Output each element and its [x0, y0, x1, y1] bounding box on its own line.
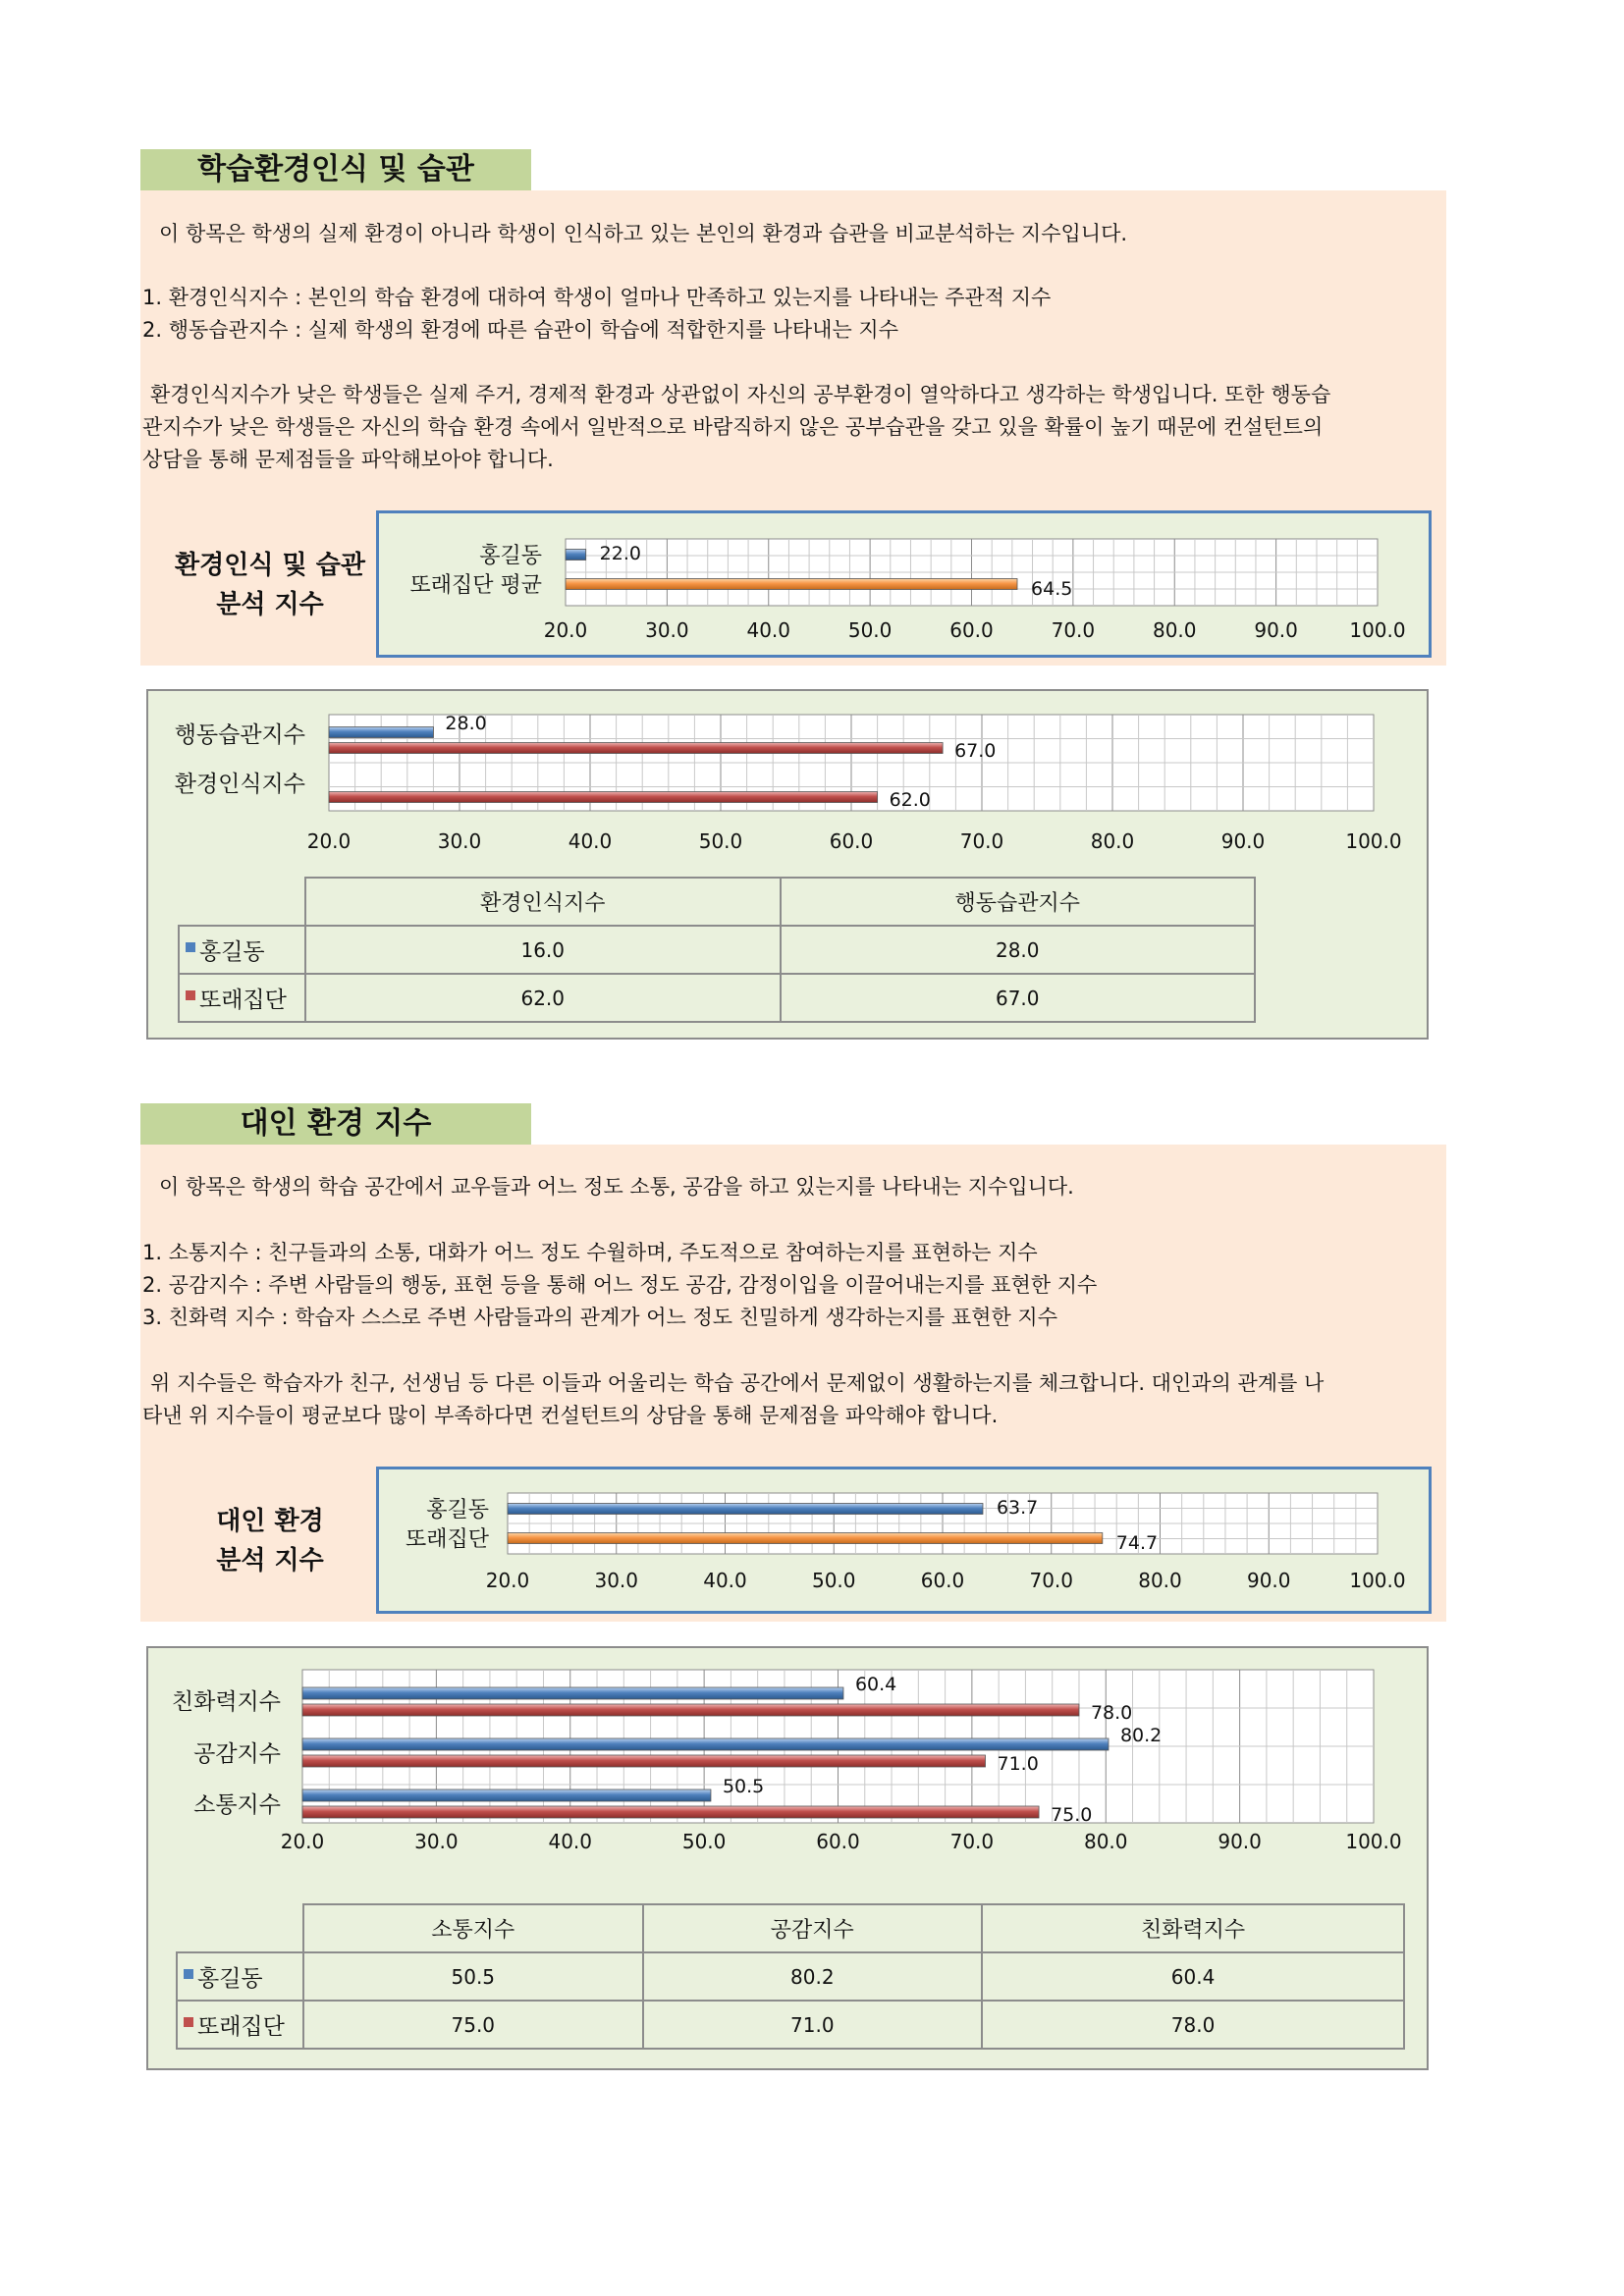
- table-header: 행동습관지수: [781, 878, 1256, 926]
- chart4-tick-label: 30.0: [414, 1830, 459, 1853]
- chart2-box: [146, 689, 1429, 1040]
- table-header: 친화력지수: [982, 1904, 1404, 1952]
- chart2-category-label: 환경인식지수: [174, 772, 305, 797]
- table-row: [179, 926, 1255, 974]
- table-cell: 80.2: [643, 1952, 983, 2001]
- chart3-tick-label: 20.0: [485, 1569, 530, 1592]
- chart4-tick-label: 60.0: [816, 1830, 860, 1853]
- table-row: [177, 2001, 1404, 2049]
- table-cell: 62.0: [305, 974, 781, 1022]
- chart1-tick-label: 80.0: [1152, 618, 1197, 642]
- chart2-category-label: 행동습관지수: [174, 722, 305, 748]
- table-row: [179, 974, 1255, 1022]
- chart3-tick-label: 50.0: [811, 1569, 856, 1592]
- table-cell: 78.0: [982, 2001, 1404, 2049]
- chart2: [148, 691, 1431, 887]
- section2-intro: 이 항목은 학생의 학습 공간에서 교우들과 어느 정도 소통, 공감을 하고 있는지를 나타내는 지수입니다.: [159, 1175, 1074, 1199]
- section1-item-2: 2. 행동습관지수 : 실제 학생의 환경에 따른 습관이 학습에 적합한지를 나타내는 지수: [142, 318, 898, 342]
- chart2-bar: [329, 792, 878, 803]
- chart4-category-label: 소통지수: [193, 1792, 281, 1818]
- chart3-data-label: 63.7: [996, 1497, 1039, 1519]
- chart3-box: [376, 1467, 1432, 1614]
- legend-swatch-blue: [186, 942, 195, 952]
- chart2-tick-label: 20.0: [306, 829, 352, 853]
- chart3-category-label: 또래집단: [405, 1527, 489, 1552]
- table-header: 소통지수: [303, 1904, 643, 1952]
- chart4-box: [146, 1646, 1429, 2070]
- chart4-data-label: 80.2: [1119, 1725, 1163, 1746]
- chart4-bar: [302, 1806, 1039, 1818]
- chart4-data-label: 71.0: [997, 1753, 1039, 1775]
- section1-closing-1: 환경인식지수가 낮은 학생들은 실제 주거, 경제적 환경과 상관없이 자신의 공부환경이 열악하다고 생각하는 학생입니다. 또한 행동습: [150, 383, 1331, 406]
- chart2-data-label: 62.0: [889, 789, 931, 811]
- chart2-data-table: [178, 877, 1256, 1023]
- chart4-bar: [302, 1704, 1079, 1716]
- chart4-tick-label: 40.0: [548, 1830, 593, 1853]
- table-cell: 67.0: [781, 974, 1256, 1022]
- section2-title: 대인 환경 지수: [140, 1103, 531, 1145]
- chart3-tick-label: 80.0: [1138, 1569, 1182, 1592]
- section2-item-1: 1. 소통지수 : 친구들과의 소통, 대화가 어느 정도 수월하며, 주도적으로 참여하는지를 표현하는 지수: [142, 1241, 1038, 1264]
- chart4-tick-label: 50.0: [681, 1830, 727, 1853]
- chart1-tick-label: 30.0: [645, 618, 689, 642]
- chart2-tick-label: 60.0: [829, 829, 874, 853]
- chart3: [379, 1469, 1435, 1617]
- chart2-tick-label: 70.0: [959, 829, 1004, 853]
- table-cell: 71.0: [643, 2001, 983, 2049]
- chart3-tick-label: 100.0: [1349, 1569, 1406, 1592]
- chart1-bar: [566, 550, 586, 561]
- chart3-tick-label: 70.0: [1029, 1569, 1074, 1592]
- chart1-tick-label: 60.0: [949, 618, 994, 642]
- section1-index-label: [157, 546, 383, 624]
- chart4-bar: [302, 1687, 843, 1699]
- chart1-tick-label: 20.0: [543, 618, 588, 642]
- index-label-line2: 분석 지수: [216, 590, 324, 619]
- table-row-label: 또래집단: [179, 974, 305, 1022]
- chart4-data-label: 60.4: [854, 1674, 897, 1695]
- chart4-tick-label: 100.0: [1345, 1830, 1402, 1853]
- section1-intro: 이 항목은 학생의 실제 환경이 아니라 학생이 인식하고 있는 본인의 환경과 습관을 비교분석하는 지수입니다.: [159, 222, 1128, 245]
- section2-index-label: [157, 1502, 383, 1580]
- chart1-data-label: 22.0: [599, 543, 641, 564]
- chart4-tick-label: 80.0: [1083, 1830, 1128, 1853]
- chart4: [148, 1648, 1431, 1903]
- table-corner: [177, 1904, 303, 1952]
- chart2-tick-label: 90.0: [1220, 829, 1266, 853]
- section1-item-1: 1. 환경인식지수 : 본인의 학습 환경에 대하여 학생이 얼마나 만족하고 있는지를 나타내는 주관적 지수: [142, 286, 1052, 309]
- chart4-tick-label: 20.0: [280, 1830, 325, 1853]
- chart3-tick-label: 60.0: [920, 1569, 965, 1592]
- section1-closing-3: 상담을 통해 문제점들을 파악해보아야 합니다.: [142, 448, 554, 471]
- chart3-bar: [508, 1504, 983, 1515]
- section2-closing-1: 위 지수들은 학습자가 친구, 선생님 등 다른 이들과 어울리는 학습 공간에서 문제없이 생활하는지를 체크합니다. 대인과의 관계를 나: [150, 1371, 1325, 1395]
- chart1-category-label: 홍길동: [479, 544, 542, 568]
- chart4-data-table: [176, 1903, 1405, 2050]
- chart1-data-label: 64.5: [1031, 578, 1073, 600]
- legend-swatch-blue: [184, 1969, 193, 1979]
- index-label-line1: 대인 환경: [216, 1507, 324, 1536]
- chart2-data-label: 28.0: [445, 713, 487, 734]
- index-label-line2: 분석 지수: [216, 1546, 324, 1575]
- chart1: [379, 513, 1435, 661]
- legend-swatch-red: [184, 2017, 193, 2027]
- section2-item-2: 2. 공감지수 : 주변 사람들의 행동, 표현 등을 통해 어느 정도 공감, 감정이입을 이끌어내는지를 표현한 지수: [142, 1273, 1098, 1297]
- chart1-tick-label: 70.0: [1051, 618, 1096, 642]
- chart2-tick-label: 50.0: [698, 829, 743, 853]
- table-cell: 75.0: [303, 2001, 643, 2049]
- chart1-bar: [566, 579, 1017, 590]
- chart4-data-label: 78.0: [1090, 1702, 1133, 1724]
- table-header: 공감지수: [643, 1904, 983, 1952]
- table-cell: 16.0: [305, 926, 781, 974]
- chart4-category-label: 공감지수: [193, 1741, 281, 1767]
- chart4-bar: [302, 1789, 711, 1801]
- chart3-tick-label: 30.0: [594, 1569, 639, 1592]
- chart2-tick-label: 30.0: [437, 829, 482, 853]
- chart3-tick-label: 40.0: [703, 1569, 747, 1592]
- section2-closing-2: 타낸 위 지수들이 평균보다 많이 부족하다면 컨설턴트의 상담을 통해 문제점을 파악해야 합니다.: [142, 1404, 999, 1427]
- chart1-tick-label: 90.0: [1254, 618, 1298, 642]
- chart2-tick-label: 100.0: [1345, 829, 1402, 853]
- chart1-tick-label: 100.0: [1349, 618, 1406, 642]
- chart3-category-label: 홍길동: [426, 1498, 489, 1522]
- chart3-tick-label: 90.0: [1246, 1569, 1291, 1592]
- chart4-tick-label: 90.0: [1218, 1830, 1262, 1853]
- chart4-category-label: 친화력지수: [171, 1689, 281, 1715]
- chart1-tick-label: 40.0: [746, 618, 791, 642]
- chart2-tick-label: 40.0: [568, 829, 613, 853]
- chart4-data-label: 50.5: [722, 1776, 765, 1797]
- table-cell: 50.5: [303, 1952, 643, 2001]
- section1-closing-2: 관지수가 낮은 학생들은 자신의 학습 환경 속에서 일반적으로 바람직하지 않은 공부습관을 갖고 있을 확률이 높기 때문에 컨설턴트의: [142, 415, 1324, 439]
- table-row: [177, 1952, 1404, 2001]
- chart4-bar: [302, 1738, 1109, 1750]
- table-row-label: 또래집단: [177, 2001, 303, 2049]
- chart4-tick-label: 70.0: [949, 1830, 995, 1853]
- chart2-bar: [329, 743, 943, 754]
- chart2-data-label: 67.0: [954, 740, 997, 762]
- section2-item-3: 3. 친화력 지수 : 학습자 스스로 주변 사람들과의 관계가 어느 정도 친밀하게 생각하는지를 표현한 지수: [142, 1306, 1058, 1329]
- table-header: 환경인식지수: [305, 878, 781, 926]
- chart4-data-label: 75.0: [1051, 1804, 1093, 1826]
- table-corner: [179, 878, 305, 926]
- chart3-data-label: 74.7: [1115, 1532, 1159, 1554]
- section1-title: 학습환경인식 및 습관: [140, 149, 531, 190]
- chart1-category-label: 또래집단 평균: [409, 573, 542, 598]
- table-cell: 28.0: [781, 926, 1256, 974]
- chart4-bar: [302, 1755, 986, 1767]
- table-cell: 60.4: [982, 1952, 1404, 2001]
- chart2-tick-label: 80.0: [1090, 829, 1135, 853]
- chart2-bar: [329, 727, 433, 738]
- chart1-box: [376, 510, 1432, 658]
- chart1-tick-label: 50.0: [847, 618, 893, 642]
- legend-swatch-red: [186, 990, 195, 1000]
- chart3-bar: [508, 1533, 1103, 1544]
- table-row-label: 홍길동: [177, 1952, 303, 2001]
- table-row-label: 홍길동: [179, 926, 305, 974]
- index-label-line1: 환경인식 및 습관: [175, 551, 365, 580]
